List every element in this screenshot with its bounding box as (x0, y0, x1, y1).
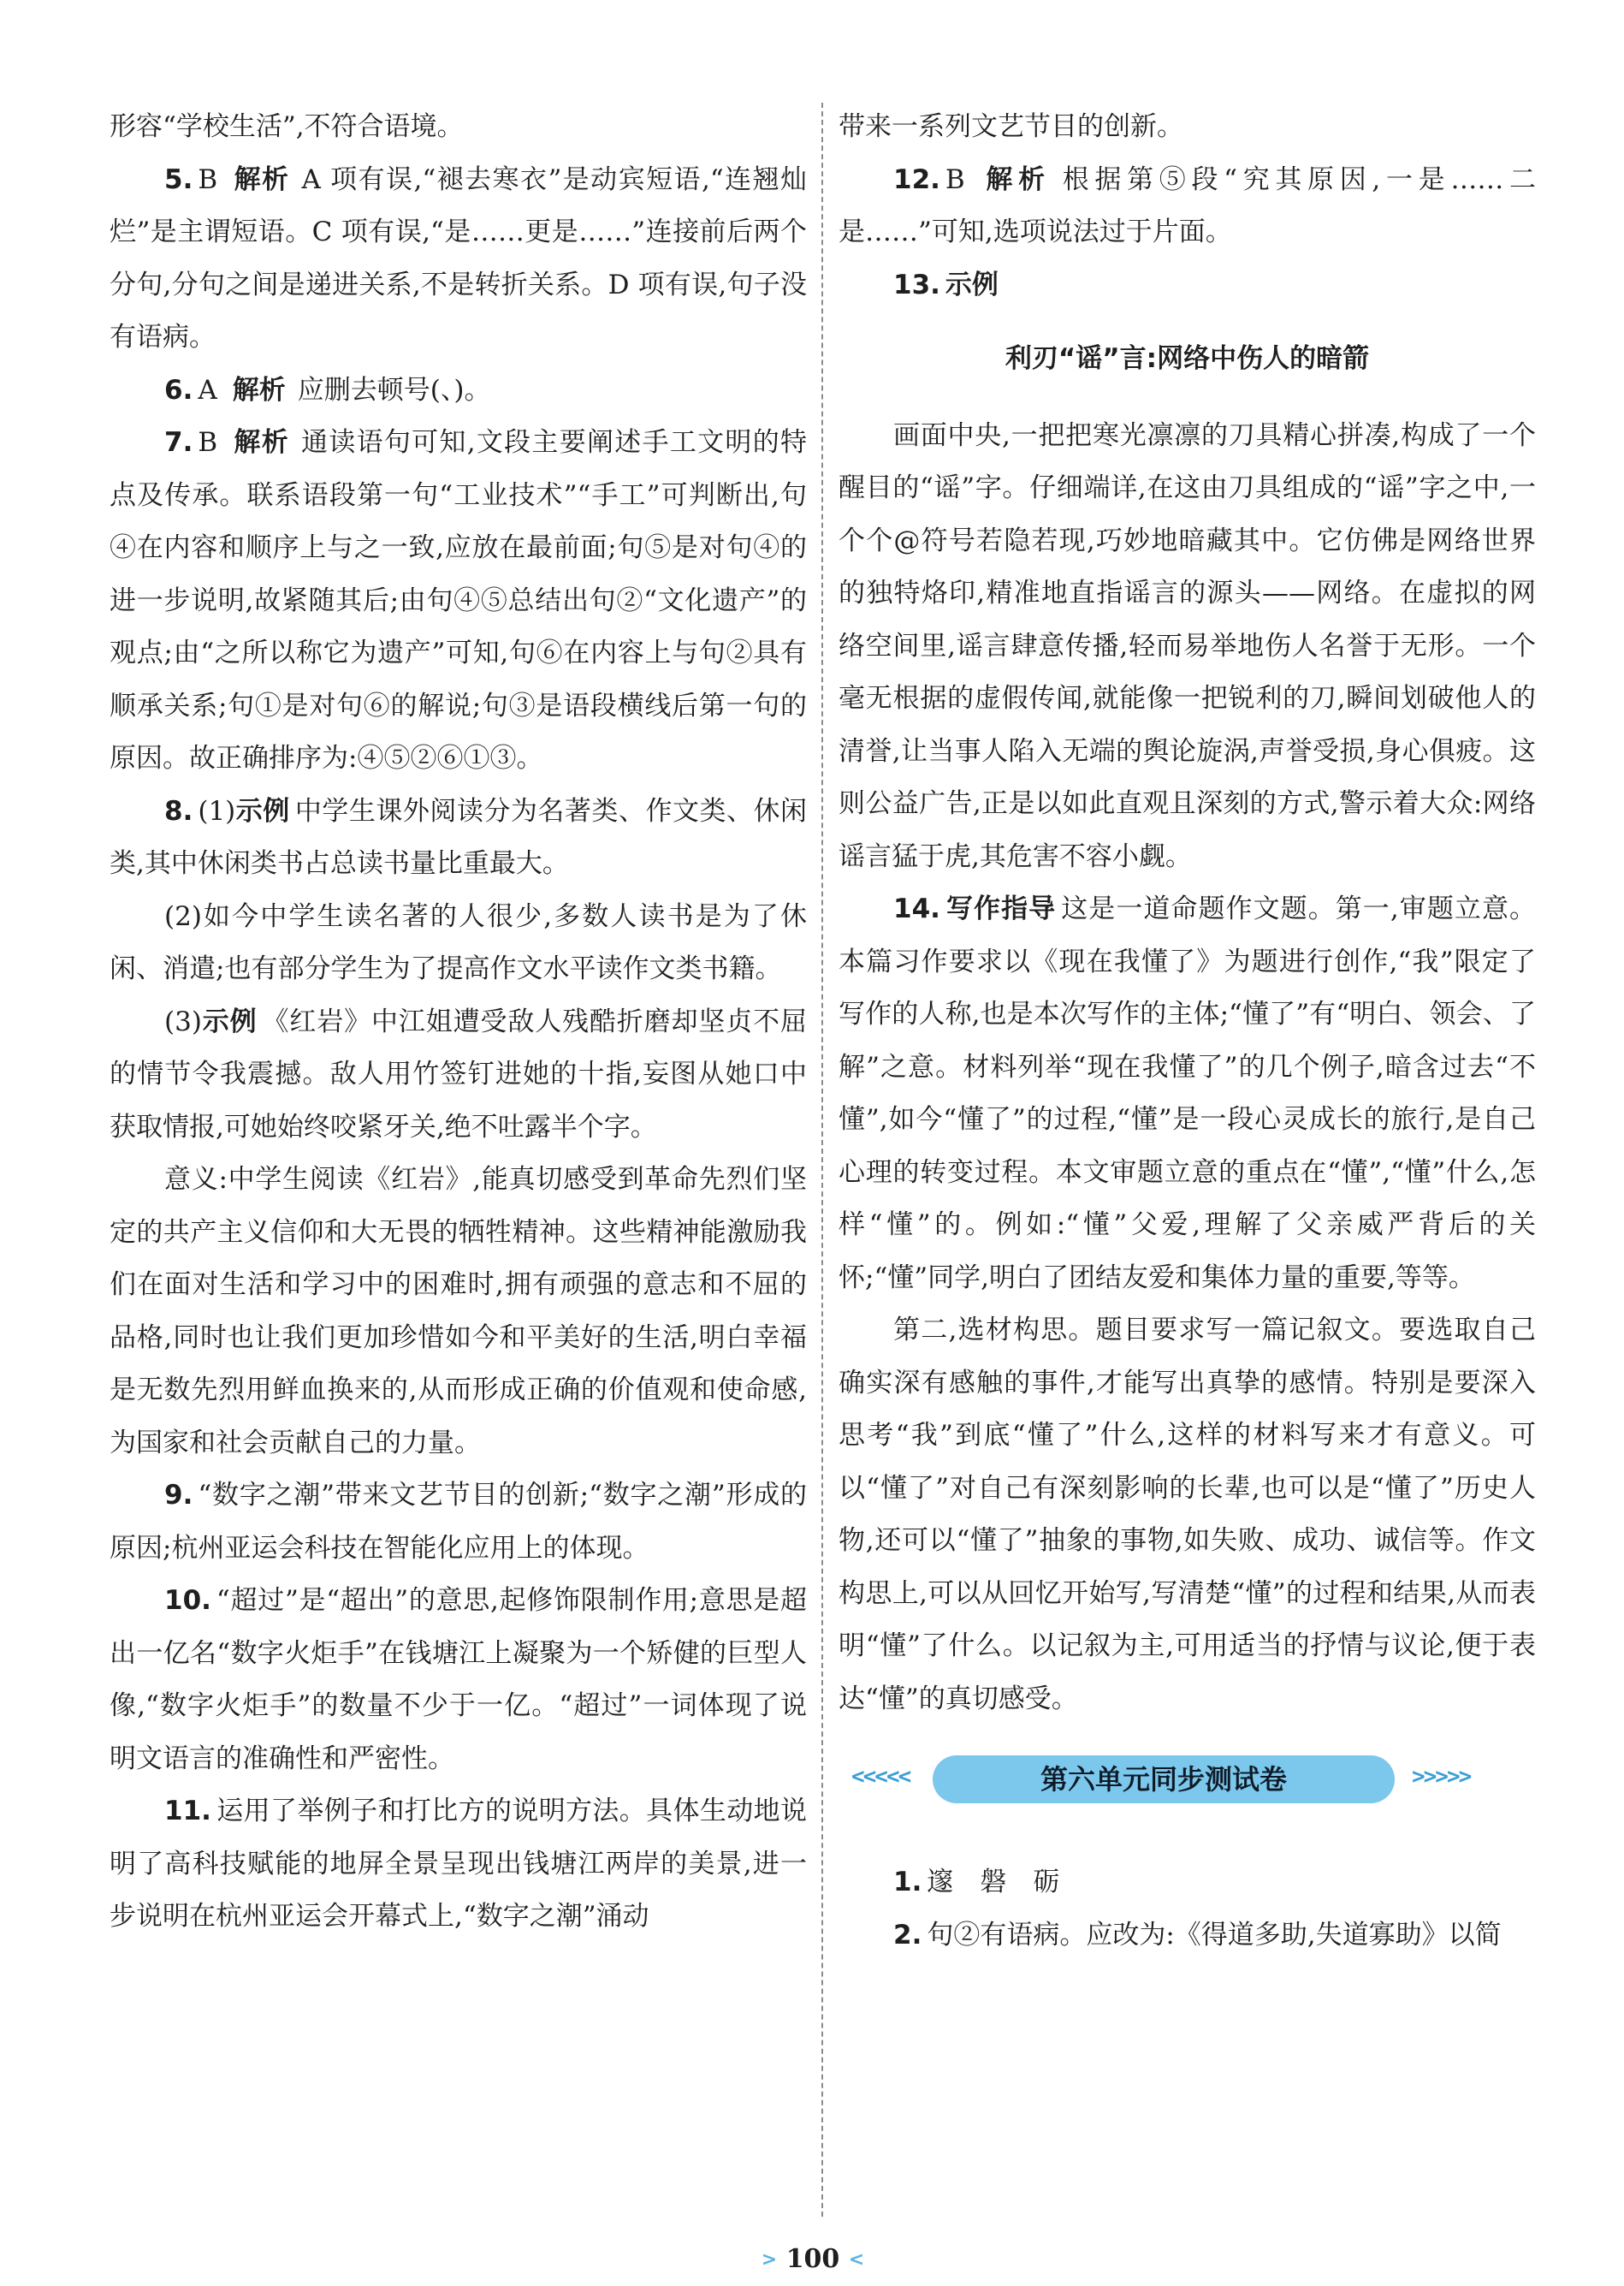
question-number: 12. (893, 163, 940, 195)
paragraph: 形容“学校生活”,不符合语境。 (110, 111, 464, 142)
question-7 (110, 417, 807, 786)
column-divider (821, 103, 823, 2217)
answer-letter: A (198, 374, 217, 406)
banner-arrows-left-icon: <<<<< (851, 1764, 910, 1790)
answer-text: 邃 磐 砺 (927, 1867, 1060, 1897)
question-number: 11. (164, 1796, 211, 1826)
answer-letter: B (198, 163, 218, 195)
unit6-question-2 (839, 1909, 1536, 1962)
answer-text: 《红岩》中江姐遭受敌人残酷折磨却坚贞不屈的情节令我震撼。敌人用竹签钉进她的十指,妄图从她口中获取情报,可她始终咬紧牙关,绝不吐露半个字。 (110, 1006, 808, 1143)
question-number: 7. (164, 427, 193, 458)
question-number: 6. (164, 374, 193, 406)
answer-text: 中学生课外阅读分为名著类、作文类、休闲类,其中休闲类书占总读书量比重最大。 (110, 795, 807, 879)
question-10 (110, 1575, 807, 1785)
answer-text: A 项有误,“褪去寒衣”是动宾短语,“连翘灿烂”是主谓短语。C 项有误,“是……更是……”连接前后两个分句,分句之间是递进关系,不是转折关系。D 项有误,句子没有语病。 (110, 163, 807, 353)
page-number-value: 100 (785, 2244, 840, 2274)
example-tag: 示例 (201, 1006, 258, 1037)
answer-text: 这是一道命题作文题。第一,审题立意。本篇习作要求以《现在我懂了》为题进行创作,“我”限定了写作的人称,也是本次写作的主体;“懂了”有“明白、领会、了解”之意。材料列举“现在我懂了”的几个例子,暗含过去“不懂”,如今“懂了”的过程,“懂”是一段心灵成长的旅行,是自己心理的转变过程。本文审题立意的重点在“懂”,“懂”什么,怎样“懂”的。例如:“懂”父爱,理解了父亲威严背后的关怀;“懂”同学,明白了团结友爱和集体力量的重要,等等。 (839, 894, 1536, 1293)
question-number: 8. (164, 795, 193, 827)
analysis-tag: 解析 (233, 427, 289, 458)
answer-text: 通读语句可知,文段主要阐述手工文明的特点及传承。联系语段第一句“工业技术”“手工”可判断出,句④在内容和顺序上与之一致,应放在最前面;句⑤是对句④的进一步说明,故紧随其后;由句④⑤总结出句②“文化遗产”的观点;由“之所以称它为遗产”可知,句⑥在内容上与句②具有顺承关系;句①是对句⑥的解说;句③是语段横线后第一句的原因。故正确排序为:④⑤②⑥①③。 (110, 427, 807, 774)
question-number: 5. (164, 163, 193, 195)
page-number (736, 2244, 890, 2274)
answer-text: “数字之潮”带来文艺节目的创新;“数字之潮”形成的原因;杭州亚运会科技在智能化应用上的体现。 (110, 1480, 807, 1564)
sub-label: (3) (164, 1006, 202, 1037)
banner-title: 第六单元同步测试卷 (933, 1755, 1395, 1803)
analysis-tag: 解析 (233, 163, 290, 195)
question-9 (110, 1470, 807, 1575)
essay-text: 画面中央,一把把寒光凛凛的刀具精心拼凑,构成了一个醒目的“谣”字。仔细端详,在这由刀具组成的“谣”字之中,一个个@符号若隐若现,巧妙地暗藏其中。它仿佛是网络世界的独特烙印,精准地直指谣言的源头——网络。在虚拟的网络空间里,谣言肆意传播,轻而易举地伤人名誉于无形。一个毫无根据的虚假传闻,就能像一把锐利的刀,瞬间划破他人的清誉,让当事人陷入无端的舆论旋涡,声誉受损,身心俱疲。这则公益广告,正是以如此直观且深刻的方式,警示着大众:网络谣言猛于虎,其危害不容小觑。 (839, 419, 1536, 872)
answer-text: “超过”是“超出”的意思,起修饰限制作用;意思是超出一亿名“数字火炬手”在钱塘江上凝聚为一个矫健的巨型人像,“数字火炬手”的数量不少于一亿。“超过”一词体现了说明文语言的准确性和严密性。 (110, 1585, 807, 1774)
answer-text: 应删去顿号(、)。 (297, 374, 491, 406)
question-number: 2. (893, 1919, 922, 1951)
question-8-meaning: 意义:中学生阅读《红岩》,能真切感受到革命先烈们坚定的共产主义信仰和大无畏的牺牲精神。这些精神能激励我们在面对生活和学习中的困难时,拥有顽强的意志和不屈的品格,同时也让我们更加珍惜如今和平美好的生活,明白幸福是无数先烈用鲜血换来的,从而形成正确的价值观和使命感,为国家和社会贡献自己的力量。 (110, 1164, 807, 1458)
writing-guide-tag: 写作指导 (945, 894, 1057, 924)
paragraph: 带来一系列文艺节目的创新。 (839, 111, 1183, 142)
answer-text: 运用了举例子和打比方的说明方法。具体生动地说明了高科技赋能的地屏全景呈现出钱塘江两岸的美景,进一步说明在杭州亚运会开幕式上,“数字之潮”涌动 (110, 1796, 807, 1932)
question-number: 10. (164, 1585, 211, 1616)
answer-text: 句②有语病。应改为:《得道多助,失道寡助》以简 (927, 1919, 1502, 1951)
unit6-question-1 (839, 1856, 1536, 1909)
question-8-part-3 (110, 996, 807, 1155)
question-11 (110, 1785, 807, 1944)
left-column (110, 101, 807, 1944)
sub-label: (1) (198, 795, 236, 827)
banner-arrows-right-icon: >>>>> (1412, 1764, 1471, 1790)
question-6 (110, 365, 807, 418)
question-number: 13. (893, 269, 940, 300)
question-number: 1. (893, 1867, 922, 1897)
answer-text: 根据第⑤段“究其原因,一是……二是……”可知,选项说法过于片面。 (839, 163, 1536, 247)
page-arrow-right-icon: < (848, 2249, 865, 2271)
answer-letter: B (198, 427, 218, 458)
answer-letter: B (945, 163, 965, 195)
page-arrow-left-icon: > (761, 2249, 778, 2271)
question-8-part-1 (110, 786, 807, 891)
question-5 (110, 154, 807, 365)
question-number: 14. (893, 894, 940, 924)
example-tag: 示例 (235, 795, 290, 827)
question-8-part-2: (2)如今中学生读名著的人很少,多数人读书是为了休闲、消遣;也有部分学生为了提高作文水平读作文类书籍。 (110, 900, 807, 984)
analysis-tag: 解析 (232, 374, 286, 406)
question-14-part-2: 第二,选材构思。题目要求写一篇记叙文。要选取自己确实深有感触的事件,才能写出真挚的感情。特别是要深入思考“我”到底“懂了”什么,这样的材料写来才有意义。可以“懂了”对自己有深刻影响的长辈,也可以是“懂了”历史人物,还可以“懂了”抽象的事物,如失败、成功、诚信等。作文构思上,可以从回忆开始写,写清楚“懂”的过程和结果,从而表明“懂”了什么。以记叙为主,可用适当的抒情与议论,便于表达“懂”的真切感受。 (839, 1315, 1536, 1714)
analysis-tag: 解析 (980, 163, 1051, 195)
example-tag: 示例 (945, 269, 999, 300)
question-13 (839, 259, 1536, 312)
question-number: 9. (164, 1480, 193, 1511)
question-12 (839, 154, 1536, 259)
unit-six-banner (839, 1755, 1536, 1805)
essay-title: 利刃“谣”言:网络中伤人的暗箭 (1005, 343, 1370, 374)
right-column (839, 101, 1536, 1962)
question-14 (839, 883, 1536, 1304)
